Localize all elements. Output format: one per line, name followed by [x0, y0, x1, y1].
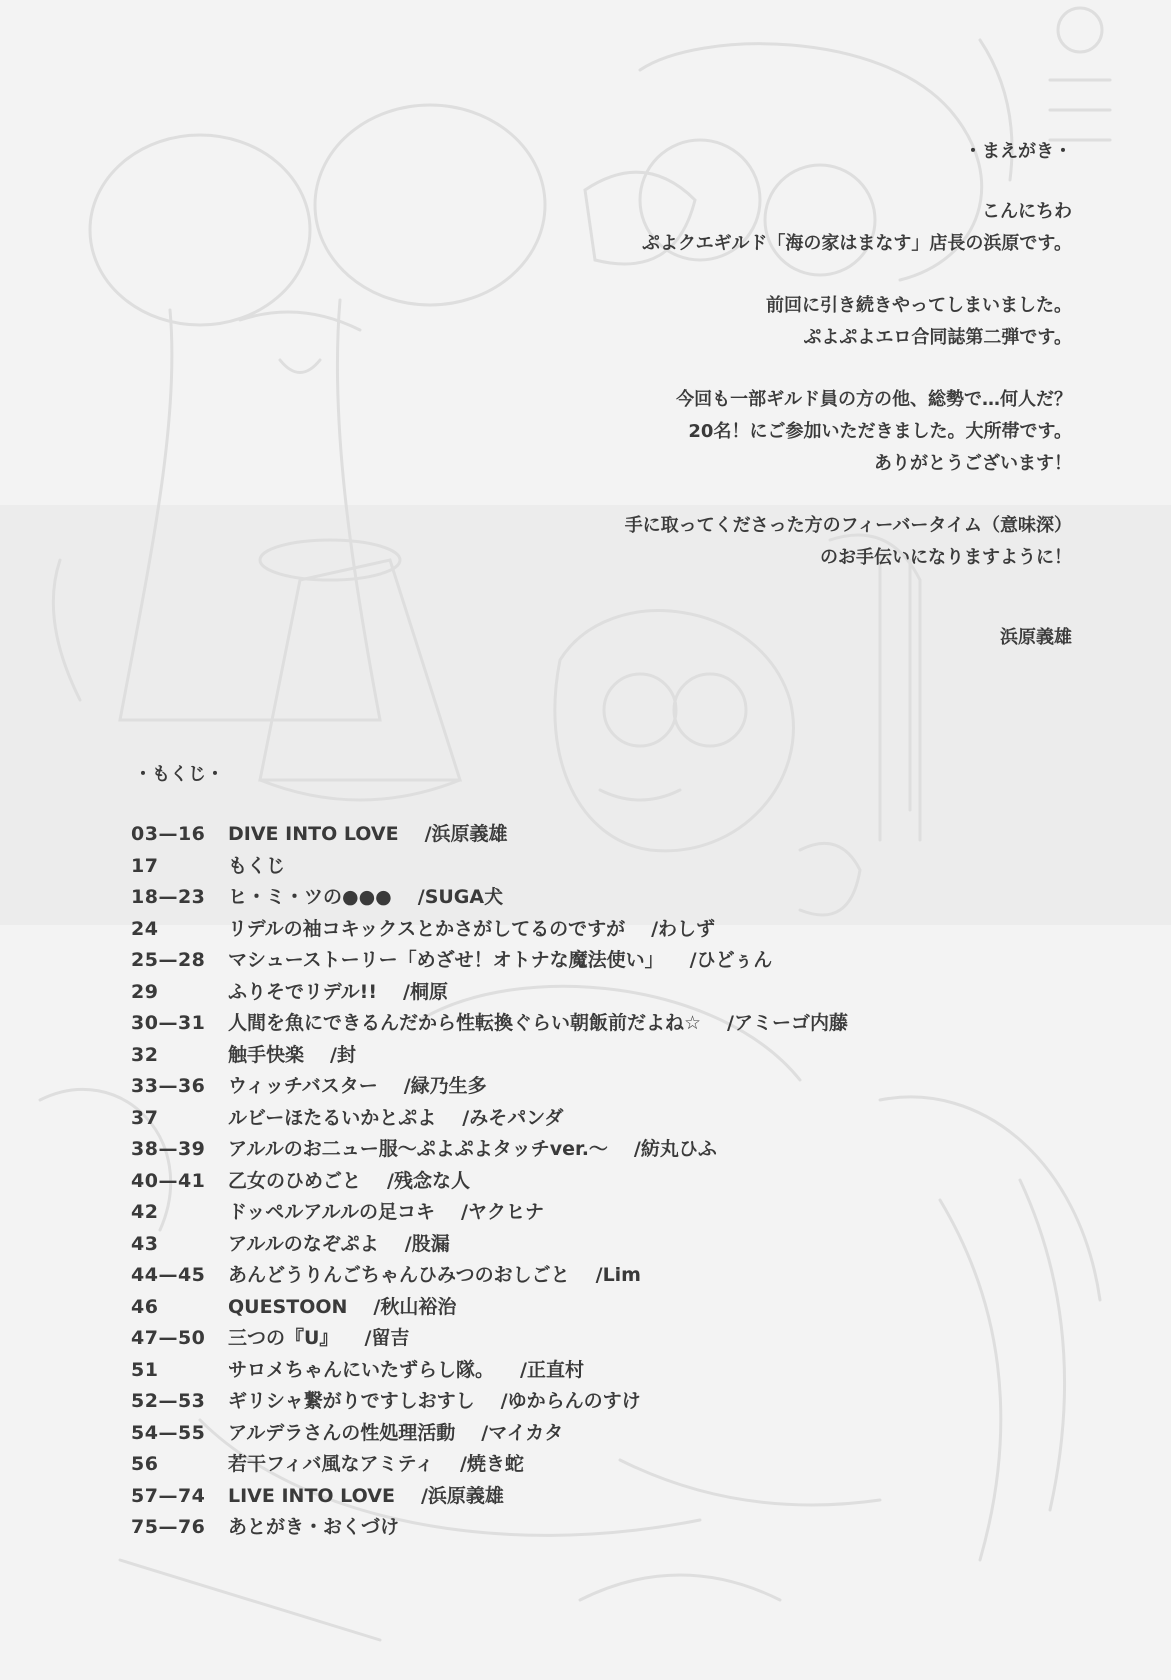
toc-page-range: 24 — [131, 917, 159, 940]
toc-author: /秋山裕治 — [373, 1295, 457, 1318]
toc-title: ルビーほたるいかとぷよ — [228, 1106, 437, 1129]
toc-entry — [131, 945, 1031, 977]
toc-title: アルルのなぞぷよ — [228, 1232, 379, 1255]
toc-title: サロメちゃんにいたずらし隊。 — [228, 1358, 495, 1381]
toc-title: LIVE INTO LOVE — [228, 1484, 395, 1507]
toc-page-range: 03—16 — [131, 823, 206, 845]
toc-entry — [131, 1418, 1031, 1450]
toc-author: /マイカタ — [481, 1421, 564, 1444]
toc-page-range: 29 — [131, 980, 159, 1003]
preface-paragraph — [625, 510, 1072, 574]
toc-author: /焼き蛇 — [459, 1453, 524, 1475]
toc-page-range: 17 — [131, 854, 159, 877]
table-of-contents — [131, 819, 1031, 1544]
toc-page-range: 42 — [131, 1201, 159, 1223]
toc-page-range: 25—28 — [131, 949, 206, 971]
toc-entry — [131, 1166, 1031, 1198]
toc-page-range: 54—55 — [131, 1421, 206, 1444]
toc-title: ウィッチバスター — [228, 1075, 378, 1097]
preface-line: 20名！にご参加いただきました。大所帯です。 — [688, 421, 1072, 442]
toc-entry — [131, 1292, 1031, 1324]
toc-entry — [131, 851, 1031, 883]
toc-author: /浜原義雄 — [424, 823, 508, 845]
toc-author: /わしず — [651, 917, 716, 940]
toc-entry — [131, 819, 1031, 851]
toc-entry — [131, 1323, 1031, 1355]
toc-title: 触手快楽 — [228, 1043, 305, 1066]
toc-author: /ゆからんのすけ — [500, 1390, 641, 1412]
preface-line: 今回も一部ギルド員の方の他、総勢で…何人だ？ — [676, 389, 1072, 410]
toc-page-range: 32 — [131, 1043, 159, 1066]
preface-line: 手に取ってくださった方のフィーバータイム（意味深） — [624, 515, 1072, 536]
toc-heading: ・もくじ・ — [134, 764, 224, 785]
toc-entry — [131, 1071, 1031, 1103]
toc-page-range: 75—76 — [131, 1516, 206, 1538]
toc-entry — [131, 1481, 1031, 1513]
toc-page-range: 43 — [131, 1232, 159, 1255]
toc-title: マシューストーリー「めざせ！オトナな魔法使い」 — [228, 949, 664, 971]
toc-author: /浜原義雄 — [420, 1484, 504, 1507]
toc-author: /封 — [330, 1043, 356, 1066]
toc-author: /緑乃生多 — [403, 1075, 487, 1097]
preface-heading: ・まえがき・ — [964, 141, 1072, 162]
toc-entry — [131, 1386, 1031, 1418]
toc-page-range: 57—74 — [131, 1484, 206, 1507]
toc-author: /ひどぅん — [689, 949, 773, 971]
toc-author: /留吉 — [364, 1327, 410, 1349]
preface — [625, 137, 1072, 654]
toc-author: /みそパンダ — [462, 1106, 564, 1129]
toc-entry — [131, 1260, 1031, 1292]
toc-entry — [131, 1134, 1031, 1166]
toc-title: ドッペルアルルの足コキ — [228, 1201, 436, 1223]
toc-author: /Lim — [595, 1264, 641, 1286]
preface-line: ありがとうございます！ — [874, 453, 1072, 474]
preface-line: ぷよぷよエロ合同誌第二弾です。 — [803, 327, 1072, 348]
toc-page-range: 37 — [131, 1106, 159, 1129]
toc-page-range: 33—36 — [131, 1075, 206, 1097]
toc-page-range: 44—45 — [131, 1264, 206, 1286]
toc-entry — [131, 882, 1031, 914]
toc-author: /正直村 — [520, 1358, 584, 1381]
toc-page-range: 51 — [131, 1358, 159, 1381]
toc-page-range: 46 — [131, 1295, 159, 1318]
toc-title: もくじ — [228, 854, 286, 877]
toc-title: 乙女のひめごと — [228, 1169, 362, 1192]
toc-title: DIVE INTO LOVE — [228, 823, 399, 845]
toc-entry — [131, 1512, 1031, 1544]
toc-title: あんどうりんごちゃんひみつのおしごと — [228, 1264, 570, 1286]
toc-entry — [131, 914, 1031, 946]
toc-entry — [131, 1355, 1031, 1387]
toc-author: /紡丸ひふ — [633, 1138, 717, 1160]
preface-line: 前回に引き続きやってしまいました。 — [766, 295, 1072, 316]
toc-entry — [131, 977, 1031, 1009]
toc-author: /残念な人 — [387, 1169, 470, 1192]
toc-page-range: 56 — [131, 1453, 159, 1475]
toc-author: /SUGA犬 — [417, 886, 504, 908]
toc-entry — [131, 1008, 1031, 1040]
toc-page-range: 38—39 — [131, 1138, 206, 1160]
toc-title: ギリシャ繋がりですしおすし — [228, 1390, 475, 1412]
toc-page-range: 47—50 — [131, 1327, 206, 1349]
toc-entry — [131, 1103, 1031, 1135]
toc-page-range: 30—31 — [131, 1012, 206, 1034]
toc-title: 三つの『U』 — [228, 1327, 339, 1349]
toc-entry — [131, 1040, 1031, 1072]
preface-line: ぷよクエギルド「海の家はまなす」店長の浜原です。 — [641, 233, 1072, 254]
toc-title: QUESTOON — [228, 1295, 348, 1318]
toc-entry — [131, 1229, 1031, 1261]
toc-title: アルデラさんの性処理活動 — [228, 1421, 456, 1444]
toc-author: /桐原 — [403, 980, 448, 1003]
toc-page-range: 18—23 — [131, 886, 206, 908]
toc-entry — [131, 1197, 1031, 1229]
toc-title: リデルの袖コキックスとかさがしてるのですが — [228, 917, 626, 940]
preface-paragraph — [625, 384, 1072, 480]
toc-entry — [131, 1449, 1031, 1481]
toc-page-range: 52—53 — [131, 1390, 206, 1412]
preface-paragraph — [625, 290, 1072, 354]
preface-line: こんにちわ — [982, 201, 1072, 222]
toc-title: ふりそでリデル!! — [228, 980, 378, 1003]
preface-paragraph — [625, 196, 1072, 260]
toc-author: /アミーゴ内藤 — [727, 1012, 848, 1034]
toc-title: 若干フィバ風なアミティ — [228, 1453, 434, 1475]
toc-title: アルルのお二ュー服～ぷよぷよタッチver.～ — [228, 1138, 608, 1160]
toc-page-range: 40—41 — [131, 1169, 206, 1192]
toc-title: あとがき・おくづけ — [228, 1516, 400, 1538]
preface-signature: 浜原義雄 — [1000, 627, 1072, 648]
toc-title: ヒ・ミ・ツの●●● — [228, 886, 392, 908]
toc-author: /股漏 — [404, 1232, 450, 1255]
toc-title: 人間を魚にできるんだから性転換ぐらい朝飯前だよね☆ — [228, 1012, 702, 1034]
preface-line: のお手伝いになりますように！ — [820, 547, 1072, 568]
toc-author: /ヤクヒナ — [461, 1201, 544, 1223]
